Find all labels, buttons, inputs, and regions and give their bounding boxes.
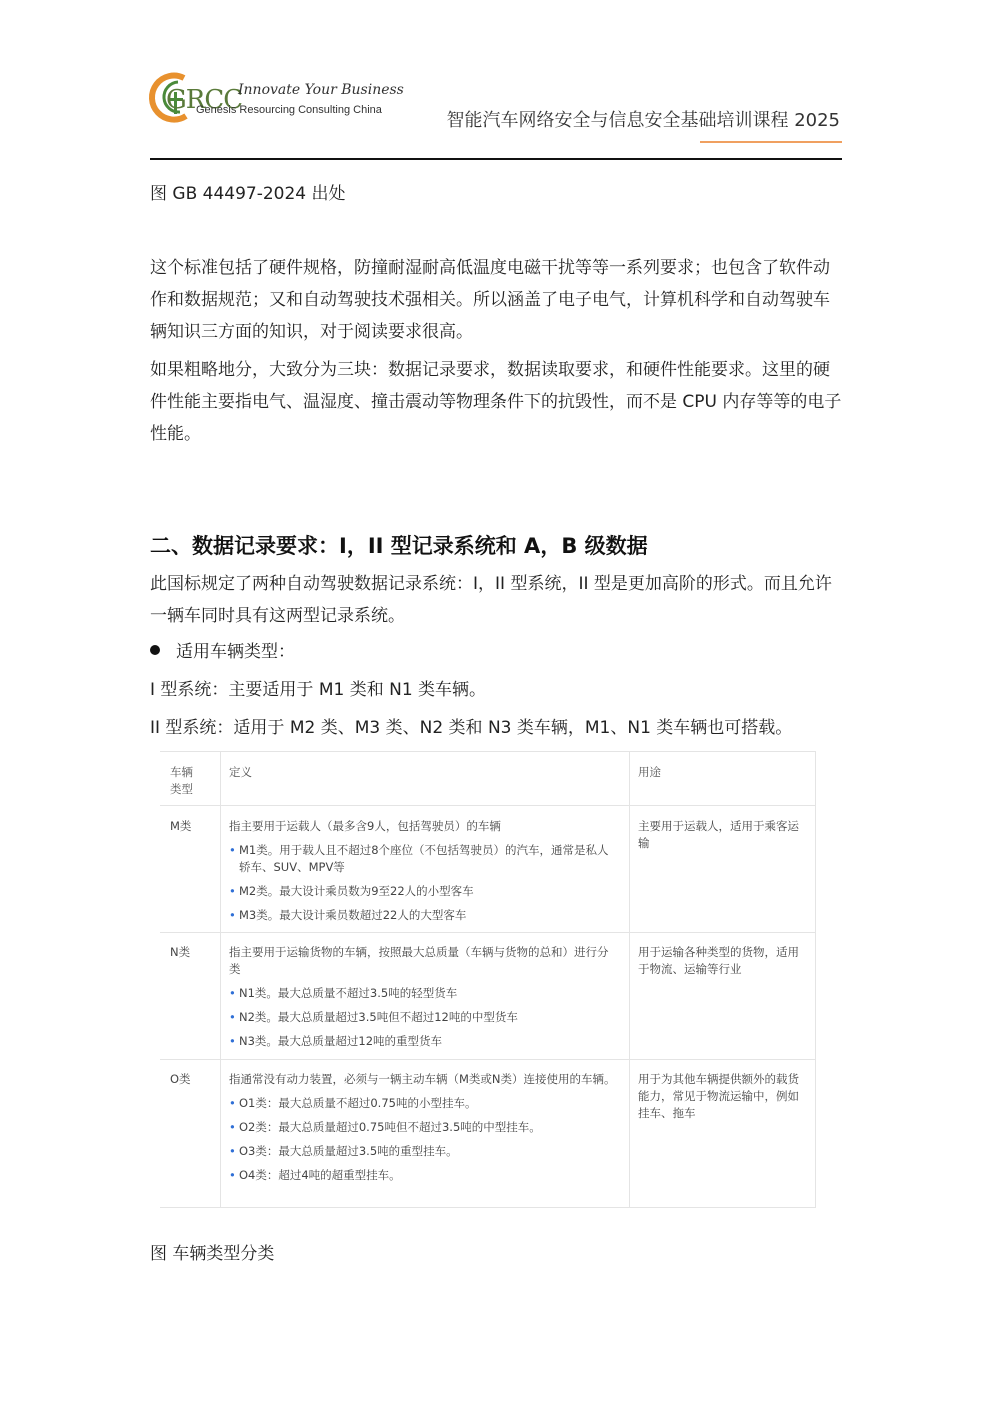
table-row-type-m: M类 (170, 819, 192, 833)
logo-tagline: Innovate Your Business (238, 82, 404, 98)
table-row-usage-m: 主要用于运载人，适用于乘客运输 (638, 819, 799, 850)
table-column-divider (815, 752, 816, 1207)
figure-caption-vehicle-types: 图 车辆类型分类 (150, 1244, 275, 1264)
table-row-type-n: N类 (170, 945, 191, 959)
list-item: • O3类：最大总质量超过3.5吨的重型挂车。 (229, 1143, 619, 1160)
course-title: 智能汽车网络安全与信息安全基础培训课程 2025 (446, 110, 840, 131)
table-row-divider (160, 805, 816, 806)
logo-subtitle: Genesis Resourcing Consulting China (196, 104, 382, 116)
figure-caption-source: 图 GB 44497-2024 出处 (150, 184, 346, 204)
grcc-logo (146, 70, 404, 126)
paragraph-standard-scope: 这个标准包括了硬件规格，防撞耐湿耐高低温度电磁干扰等等一系列要求；也包含了软件动作和数据规范；又和自动驾驶技术强相关。所以涵盖了电子电气，计算机科学和自动驾驶车辆知识三方面的知识，对于阅读要求很高。 (150, 258, 830, 342)
section-heading: 二、数据记录要求：I，II 型记录系统和 A，B 级数据 (150, 534, 648, 558)
table-header-type: 车辆类型 (170, 765, 193, 796)
type1-system-line: I 型系统：主要适用于 M1 类和 N1 类车辆。 (150, 680, 487, 700)
header-accent-line (700, 141, 842, 143)
list-item: • O4类：超过4吨的超重型挂车。 (229, 1167, 619, 1184)
table-column-divider (220, 752, 221, 1207)
paragraph-two-systems: 此国标规定了两种自动驾驶数据记录系统：I，II 型系统，II 型是更加高阶的形式。而且允许一辆车同时具有这两型记录系统。 (150, 574, 832, 626)
list-item: • N1类。最大总质量不超过3.5吨的轻型货车 (229, 985, 619, 1002)
paragraph-three-parts: 如果粗略地分，大致分为三块：数据记录要求，数据读取要求，和硬件性能要求。这里的硬件性能主要指电气、温湿度、撞击震动等物理条件下的抗毁性，而不是 CPU 内存等等的电子性能。 (150, 360, 842, 444)
bullet-text: 适用车辆类型： (176, 642, 295, 662)
subclass-list (229, 1095, 619, 1184)
table-header-usage: 用途 (638, 765, 661, 779)
definition-text: 指通常没有动力装置，必须与一辆主动车辆（M类或N类）连接使用的车辆。 (229, 1072, 616, 1086)
table-row-usage-n: 用于运输各种类型的货物，适用于物流、运输等行业 (638, 945, 799, 976)
table-row-definition-o (229, 1071, 619, 1184)
table-row-definition-n (229, 944, 619, 1050)
table-header-definition: 定义 (229, 765, 252, 779)
table-column-divider (629, 752, 630, 1207)
list-item: • O2类：最大总质量超过0.75吨但不超过3.5吨的中型挂车。 (229, 1119, 619, 1136)
table-row-type-o: O类 (170, 1072, 191, 1086)
list-item: • O1类：最大总质量不超过0.75吨的小型挂车。 (229, 1095, 619, 1112)
list-item: • M3类。最大设计乘员数超过22人的大型客车 (229, 907, 619, 924)
bullet-dot-icon (150, 645, 160, 655)
list-item: • N3类。最大总质量超过12吨的重型货车 (229, 1033, 619, 1050)
list-item: • M1类。用于载人且不超过8个座位（不包括驾驶员）的汽车，通常是私人轿车、SUV、MPV等 (229, 842, 619, 876)
subclass-list (229, 985, 619, 1050)
list-item: • N2类。最大总质量超过3.5吨但不超过12吨的中型货车 (229, 1009, 619, 1026)
definition-text: 指主要用于运输货物的车辆，按照最大总质量（车辆与货物的总和）进行分类 (229, 945, 609, 976)
table-row-divider (160, 1059, 816, 1060)
table-row-divider (160, 932, 816, 933)
logo-wordmark-text: GRCC (166, 85, 243, 114)
table-row-definition-m (229, 818, 619, 924)
vehicle-type-table (160, 751, 816, 1208)
bullet-vehicle-types (150, 640, 295, 664)
subclass-list (229, 842, 619, 924)
list-item: • M2类。最大设计乘员数为9至22人的小型客车 (229, 883, 619, 900)
table-row-usage-o: 用于为其他车辆提供额外的载货能力，常见于物流运输中，例如挂车、拖车 (638, 1072, 799, 1120)
type2-system-line: II 型系统：适用于 M2 类、M3 类、N2 类和 N3 类车辆，M1、N1 类车辆也可搭载。 (150, 718, 793, 738)
definition-text: 指主要用于运载人（最多含9人，包括驾驶员）的车辆 (229, 819, 501, 833)
header-divider (150, 158, 842, 160)
